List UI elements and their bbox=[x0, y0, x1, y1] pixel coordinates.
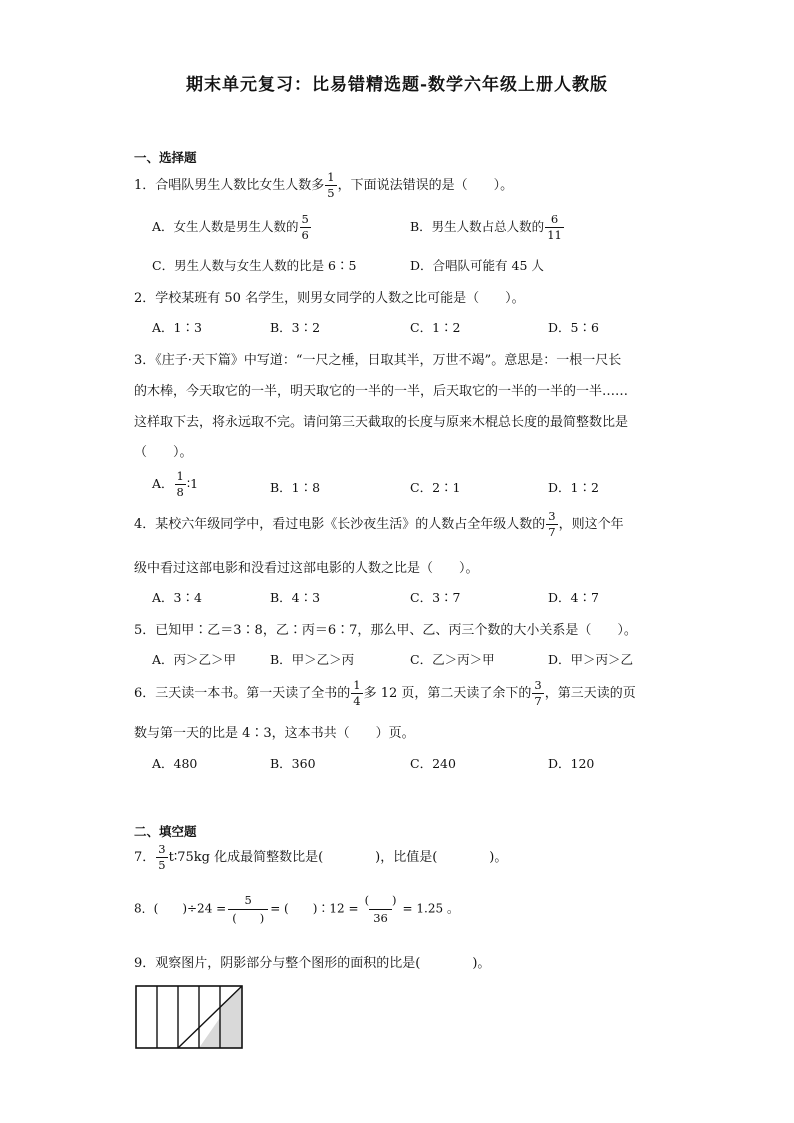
option-2c[interactable]: C．1∶2 bbox=[410, 320, 461, 335]
question-2: 2．学校某班有 50 名学生，则男女同学的人数之比可能是（ ）。 bbox=[134, 291, 525, 306]
option-label-end: ∶1 bbox=[186, 476, 199, 491]
option-5a[interactable]: A．丙＞乙＞甲 bbox=[152, 652, 237, 667]
option-6a[interactable]: A．480 bbox=[152, 756, 198, 771]
question-3-line-2: 的木棒，今天取它的一半，明天取它的一半的一半，后天取它的一半的一半的一半…… bbox=[134, 384, 629, 399]
denominator: ( ) bbox=[228, 909, 268, 925]
numerator: 1 bbox=[327, 170, 335, 184]
fraction bbox=[546, 511, 557, 538]
denominator: 7 bbox=[534, 693, 542, 708]
option-label: A．女生人数是男生人数的 bbox=[152, 219, 299, 234]
numerator: 3 bbox=[158, 842, 166, 856]
question-number: 7． bbox=[134, 850, 156, 865]
question-4-line-2: 级中看过这部电影和没看过这部电影的人数之比是（ ）。 bbox=[134, 561, 479, 576]
question-6-text-end: ，第三天读的页 bbox=[544, 686, 636, 701]
question-6-line-2: 数与第一天的比是 4∶3，这本书共（ ）页。 bbox=[134, 726, 415, 741]
question-7 bbox=[134, 844, 507, 871]
option-4d[interactable]: D．4∶7 bbox=[548, 590, 599, 605]
question-8 bbox=[134, 894, 459, 924]
denominator: 5 bbox=[158, 857, 166, 872]
option-label: B．男生人数占总人数的 bbox=[410, 219, 545, 234]
option-1b[interactable] bbox=[410, 214, 565, 241]
question-1-text: 1．合唱队男生人数比女生人数多 bbox=[134, 178, 325, 193]
option-5b[interactable]: B．甲＞乙＞丙 bbox=[270, 652, 355, 667]
numerator: 6 bbox=[550, 212, 559, 226]
option-1c[interactable]: C．男生人数与女生人数的比是 6∶5 bbox=[152, 258, 357, 273]
option-6b[interactable]: B．360 bbox=[270, 756, 316, 771]
question-3-line-4: （ ）。 bbox=[134, 445, 193, 460]
option-3c[interactable]: C．2∶1 bbox=[410, 480, 461, 495]
option-6c[interactable]: C．240 bbox=[410, 756, 456, 771]
option-4b[interactable]: B．4∶3 bbox=[270, 590, 321, 605]
page-title: 期末单元复习：比易错精选题-数学六年级上册人教版 bbox=[185, 75, 609, 95]
fraction bbox=[175, 471, 186, 498]
question-8-text: ( )÷24 = bbox=[153, 901, 227, 916]
option-4a[interactable]: A．3∶4 bbox=[152, 590, 202, 605]
fraction bbox=[545, 214, 564, 241]
denominator: 36 bbox=[369, 909, 392, 925]
question-6-text: 6．三天读一本书。第一天读了全书的 bbox=[134, 686, 351, 701]
shaded-figure bbox=[134, 984, 244, 1050]
denominator: 6 bbox=[301, 227, 309, 242]
fraction bbox=[532, 680, 543, 707]
question-4-line-1 bbox=[134, 511, 624, 538]
section-choice-heading: 一、选择题 bbox=[134, 150, 197, 165]
question-8-text-mid: = ( )∶12 = bbox=[270, 901, 359, 916]
question-1 bbox=[134, 172, 513, 199]
option-5d[interactable]: D．甲＞丙＞乙 bbox=[548, 652, 634, 667]
question-6-text-mid: 多 12 页，第二天读了余下的 bbox=[363, 686, 532, 701]
option-2a[interactable]: A．1∶3 bbox=[152, 320, 202, 335]
question-3-line-3: 这样取下去，将永远取不完。请问第三天截取的长度与原来木棍总长度的最简整数比是 bbox=[134, 415, 629, 430]
denominator: 11 bbox=[547, 227, 562, 242]
option-label: A． bbox=[152, 476, 174, 491]
denominator: 8 bbox=[176, 484, 184, 499]
numerator: 3 bbox=[534, 678, 542, 692]
denominator: 4 bbox=[353, 693, 361, 708]
question-8-text-end: = 1.25 。 bbox=[402, 901, 459, 916]
option-2d[interactable]: D．5∶6 bbox=[548, 320, 599, 335]
question-1-text-end: ，下面说法错误的是（ ）。 bbox=[337, 178, 514, 193]
option-5c[interactable]: C．乙＞丙＞甲 bbox=[410, 652, 495, 667]
option-4c[interactable]: C．3∶7 bbox=[410, 590, 461, 605]
option-3d[interactable]: D．1∶2 bbox=[548, 480, 599, 495]
question-4-text: 4．某校六年级同学中，看过电影《长沙夜生活》的人数占全年级人数的 bbox=[134, 517, 546, 532]
question-9: 9．观察图片，阴影部分与整个图形的面积的比是( )。 bbox=[134, 956, 491, 971]
option-2b[interactable]: B．3∶2 bbox=[270, 320, 321, 335]
fraction bbox=[156, 844, 167, 871]
fraction bbox=[351, 680, 362, 707]
fraction bbox=[325, 172, 336, 199]
question-7-text: t∶75kg 化成最简整数比是( )，比值是( )。 bbox=[168, 850, 508, 865]
question-6-line-1 bbox=[134, 680, 636, 707]
denominator: 5 bbox=[327, 185, 335, 200]
question-number: 8． bbox=[134, 901, 154, 916]
option-1a[interactable] bbox=[152, 214, 312, 241]
numerator: 3 bbox=[548, 509, 556, 523]
numerator: ( ) bbox=[364, 893, 397, 907]
shaded-region-right bbox=[220, 986, 242, 1048]
fraction bbox=[228, 894, 268, 924]
question-5: 5．已知甲∶乙＝3∶8，乙∶丙＝6∶7，那么甲、乙、丙三个数的大小关系是（ ）。 bbox=[134, 623, 637, 638]
fraction bbox=[300, 214, 311, 241]
section-fill-heading: 二、填空题 bbox=[134, 824, 197, 839]
option-6d[interactable]: D．120 bbox=[548, 756, 595, 771]
question-4-text-end: ，则这个年 bbox=[558, 517, 624, 532]
option-1d[interactable]: D．合唱队可能有 45 人 bbox=[410, 258, 544, 273]
denominator: 7 bbox=[548, 524, 556, 539]
numerator: 5 bbox=[301, 212, 309, 226]
option-3a[interactable] bbox=[152, 471, 198, 498]
question-3-line-1: 3．《庄子·天下篇》中写道：“一尺之棰，日取其半，万世不竭”。意思是：一根一尺长 bbox=[134, 353, 622, 368]
numerator: 1 bbox=[353, 678, 361, 692]
fraction bbox=[361, 894, 401, 924]
option-3b[interactable]: B．1∶8 bbox=[270, 480, 321, 495]
numerator: 5 bbox=[244, 893, 252, 907]
numerator: 1 bbox=[176, 469, 184, 483]
